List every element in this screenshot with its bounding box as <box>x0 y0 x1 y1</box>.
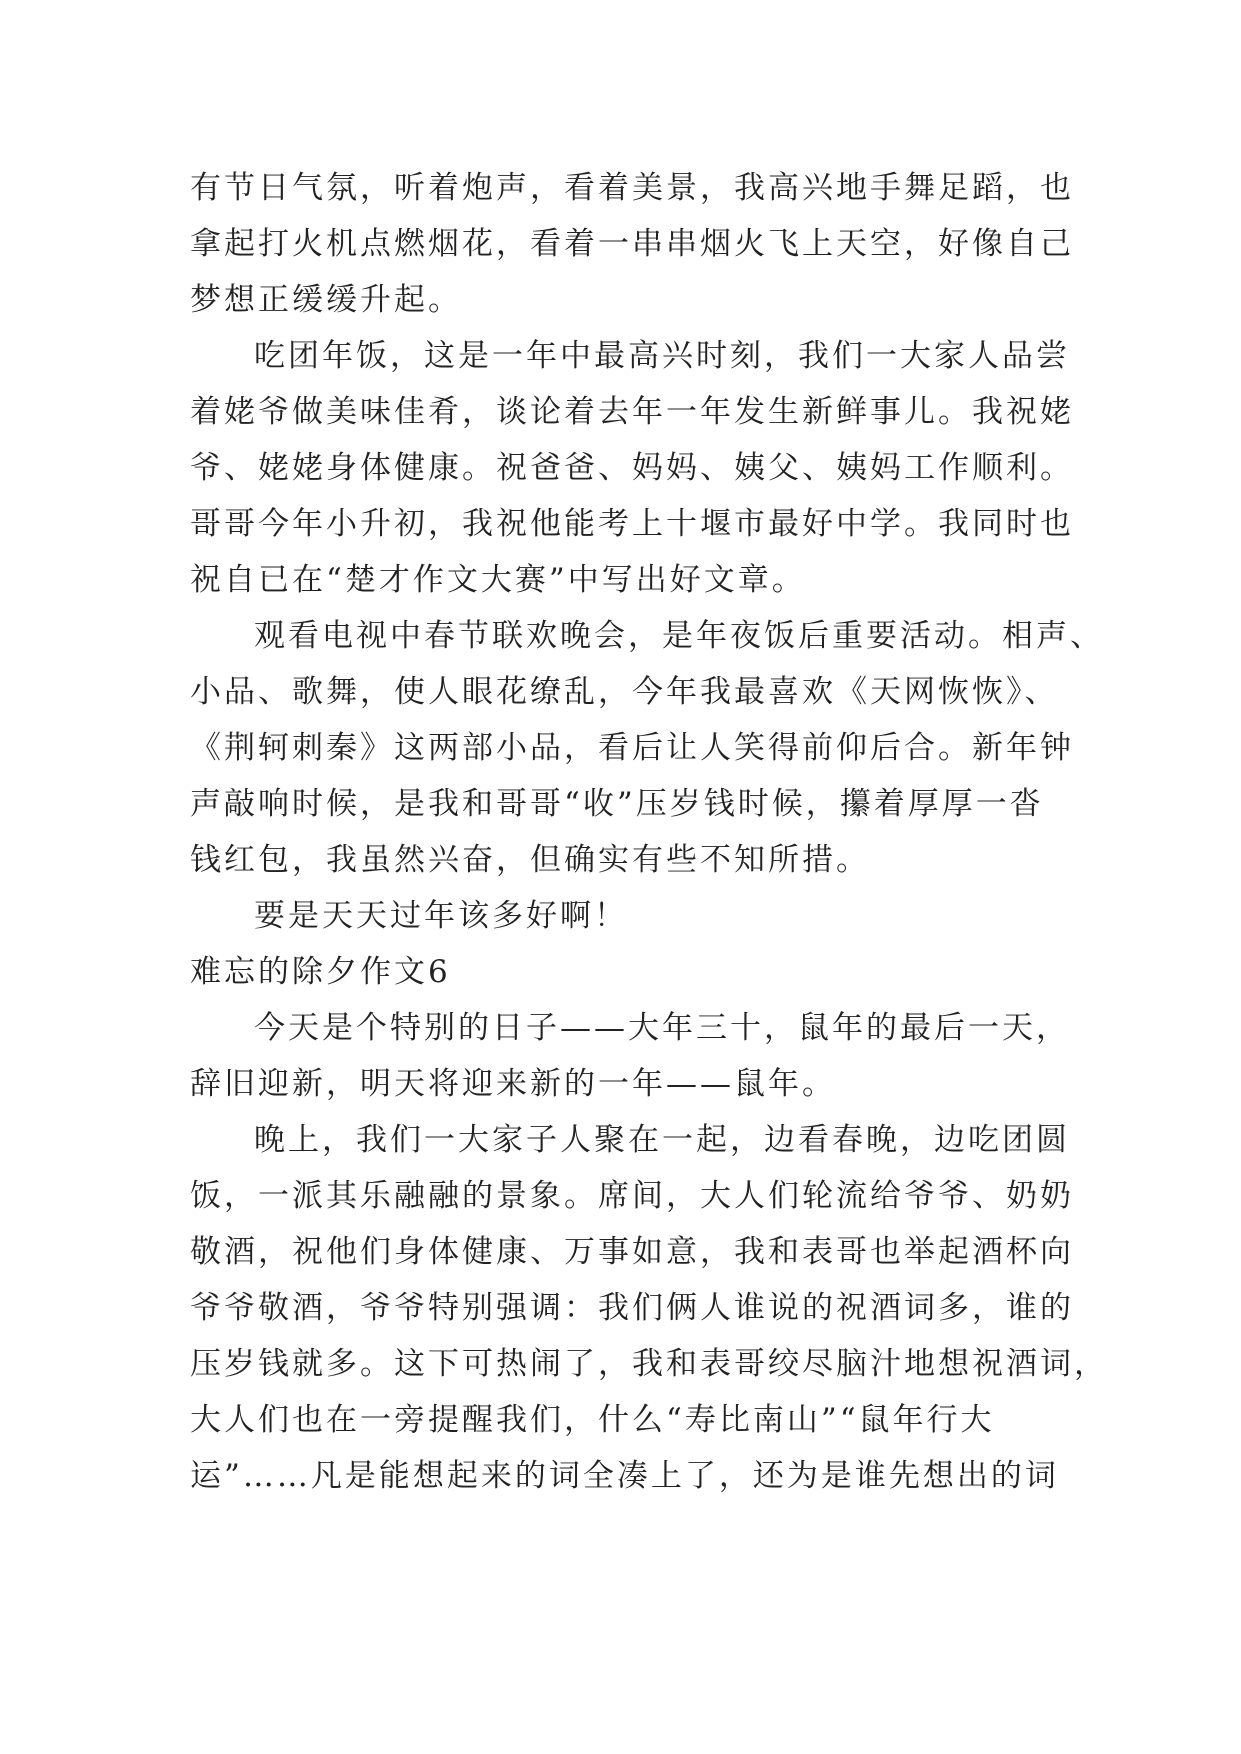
text-line: 爷爷敬酒，爷爷特别强调：我们俩人谁说的祝酒词多，谁的 <box>190 1290 1074 1326</box>
text-line: 敬酒，祝他们身体健康、万事如意，我和表哥也举起酒杯向 <box>190 1234 1074 1270</box>
document-body <box>190 160 1108 1504</box>
text-line: 爷、姥姥身体健康。祝爸爸、妈妈、姨父、姨妈工作顺利。 <box>190 450 1074 486</box>
text-line: 运”……凡是能想起来的词全凑上了，还为是谁先想出的词 <box>190 1458 1059 1494</box>
text-line: 辞旧迎新，明天将迎来新的一年——鼠年。 <box>190 1066 836 1102</box>
paragraph-start-line: 晚上，我们一大家子人聚在一起，边看春晚，边吃团圆 <box>254 1122 1070 1158</box>
text-line: 《荆轲刺秦》这两部小品，看后让人笑得前仰后合。新年钟 <box>190 730 1074 766</box>
text-line: 祝自已在“楚才作文大赛”中写出好文章。 <box>190 562 806 598</box>
paragraph-start-line: 吃团年饭，这是一年中最高兴时刻，我们一大家人品尝 <box>254 338 1070 374</box>
text-line: 压岁钱就多。这下可热闹了，我和表哥绞尽脑汁地想祝酒词， <box>190 1346 1108 1382</box>
paragraph-start-line: 今天是个特别的日子——大年三十，鼠年的最后一天， <box>254 1010 1070 1046</box>
text-line: 大人们也在一旁提醒我们，什么“寿比南山”“鼠年行大 <box>190 1402 995 1438</box>
paragraph-start-line: 观看电视中春节联欢晚会，是年夜饭后重要活动。相声、 <box>254 618 1104 654</box>
text-line: 饭，一派其乐融融的景象。席间，大人们轮流给爷爷、奶奶 <box>190 1178 1074 1214</box>
text-line: 哥哥今年小升初，我祝他能考上十堰市最好中学。我同时也 <box>190 506 1074 542</box>
text-line: 钱红包，我虽然兴奋，但确实有些不知所措。 <box>190 842 870 878</box>
text-line: 声敲响时候，是我和哥哥“收”压岁钱时候，攥着厚厚一沓 <box>190 786 1044 822</box>
text-line: 梦想正缓缓升起。 <box>190 282 462 318</box>
text-line: 拿起打火机点燃烟花，看着一串串烟火飞上天空，好像自己 <box>190 226 1074 262</box>
section-heading: 难忘的除夕作文6 <box>190 954 451 990</box>
paragraph-start-line: 要是天天过年该多好啊！ <box>254 898 628 934</box>
text-line: 小品、歌舞，使人眼花缭乱，今年我最喜欢《天网恢恢》、 <box>190 674 1059 710</box>
text-line: 着姥爷做美味佳肴，谈论着去年一年发生新鲜事儿。我祝姥 <box>190 394 1074 430</box>
text-line: 有节日气氛，听着炮声，看着美景，我高兴地手舞足蹈，也 <box>190 170 1074 206</box>
